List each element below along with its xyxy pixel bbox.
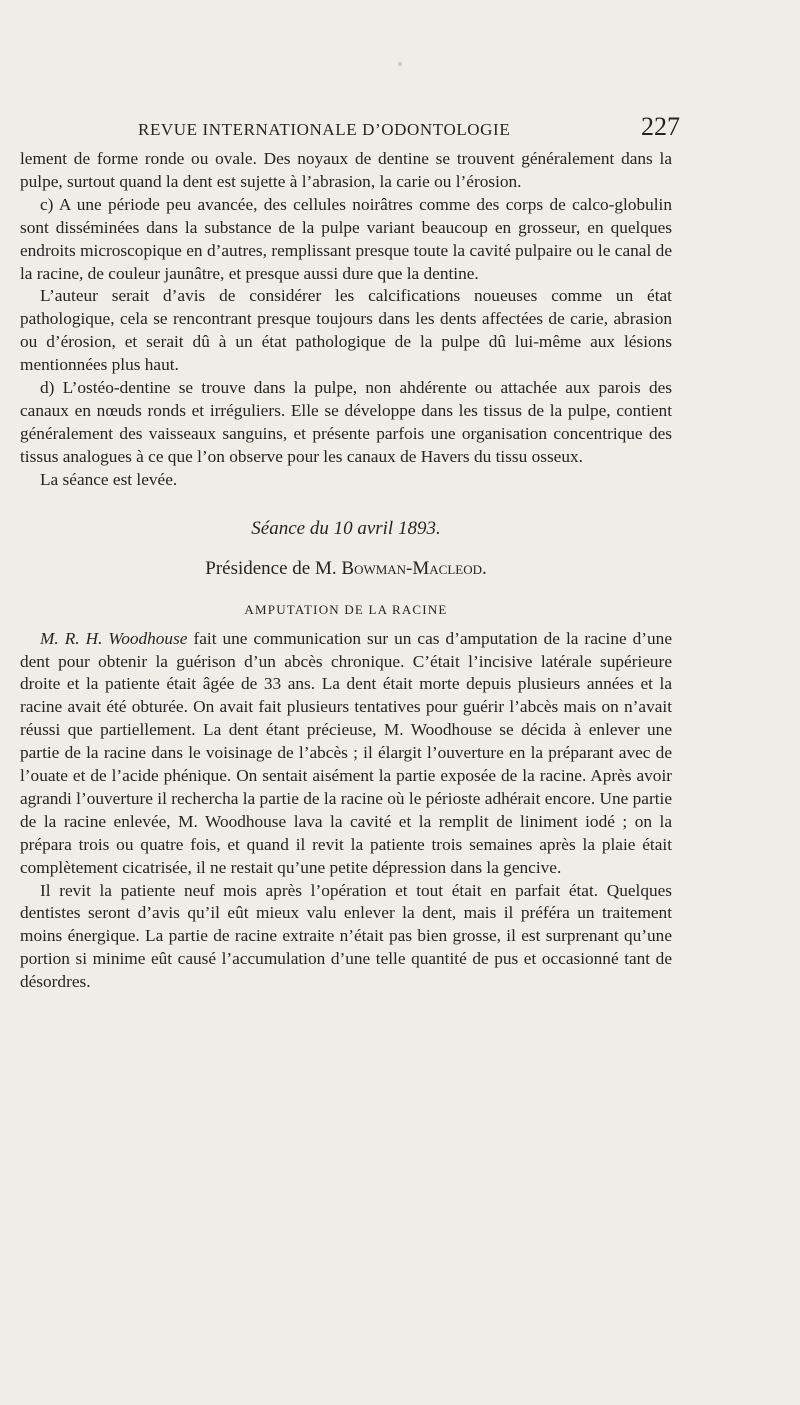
paragraph-author-opinion: L’auteur serait d’avis de considérer les calcifications noueuses comme un état pathologique, cela se rencontrant presque toujours dans les dents affectées de carie, abrasion ou d’érosion, et serait dû à un état pathologique de la pulpe dû lui-même aux lésions mentionnées plus haut. [20,286,672,375]
paragraph-c: c) A une période peu avancée, des cellules noirâtres comme des corps de calco-globulin sont disséminées dans la substance de la pulpe variant beaucoup en grosseur, en quelques endroits microscopique en d’autres, remplissant presque toute la cavité pulpaire ou le canal de la racine, de couleur jaunâtre, et presque aussi dure que la dentine. [20,194,672,283]
paragraph-d: d) L’ostéo-dentine se trouve dans la pulpe, non ahdérente ou attachée aux parois des canaux en nœuds ronds et irréguliers. Elle se développe dans les tissus de la pulpe, contient généralement des vaisseaux sanguins, et présente parfois une organisation concentrique des tissus analogues à ce que l’on observe pour les canaux de Havers du tissu osseux. [20,378,672,466]
woodhouse-report-text: fait une communication sur un cas d’amputation de la racine d’une dent pour obtenir la guérison d’un abcès chronique. C’était l’incisive latérale supérieure droite et la patiente était âgée de 33 ans. La dent était morte depuis plusieurs années et la racine avait été obturée. On avait fait plusieurs tentatives pour guérir l’abcès mais on n’avait réussi que partiellement. La dent étant précieuse, M. Woodhouse se décida à enlever une partie de la racine dans le voisinage de l’abcès ; il élargit l’ouverture en la préparant avec de l’ouate et de l’acide phénique. On sentait aisément la partie exposée de la racine. Après avoir agrandi l’ouverture il rechercha la partie de la racine où le périoste adhérait encore. Une partie de la racine enlevée, M. Woodhouse lava la cavité et la remplit de liniment iodé ; on la prépara trois ou quatre fois, et quand il revit la patiente trois semaines après la plaie était complètement cicatrisée, il ne restait qu’une petite dépression dans la gencive. [20,628,672,877]
session-closed-line: La séance est levée. [40,469,178,489]
paper-speck [398,62,402,66]
page-number: 227 [641,112,680,141]
journal-title: REVUE INTERNATIONALE D’ODONTOLOGIE [138,120,511,139]
speaker-name: M. R. H. Woodhouse [40,628,188,648]
running-header [20,112,680,146]
presidency-line [20,554,672,584]
paragraph-continuation: lement de forme ronde ou ovale. Des noyaux de dentine se trouvent généralement dans la pulpe, surtout quand la dent est sujette à l’abrasion, la carie ou l’érosion. [20,149,672,191]
president-name: Bowman-Macleod. [341,557,487,579]
presidency-prefix: Présidence de M. [205,557,337,579]
paragraph-follow-up: Il revit la patiente neuf mois après l’opération et tout était en parfait état. Quelques dentistes seront d’avis qu’il eût mieux valu enlever la dent, mais il préféra un traitement moins énergique. La partie de racine extraite n’était pas bien grosse, il est surprenant qu’une portion si minime eût causé l’accumulation d’une telle quantité de pus et occasionné tant de désordres. [20,880,672,992]
paragraph-woodhouse [20,628,672,880]
session-heading: Séance du 10 avril 1893. [251,517,441,539]
section-title: AMPUTATION DE LA RACINE [244,601,448,617]
article-body [20,148,672,994]
